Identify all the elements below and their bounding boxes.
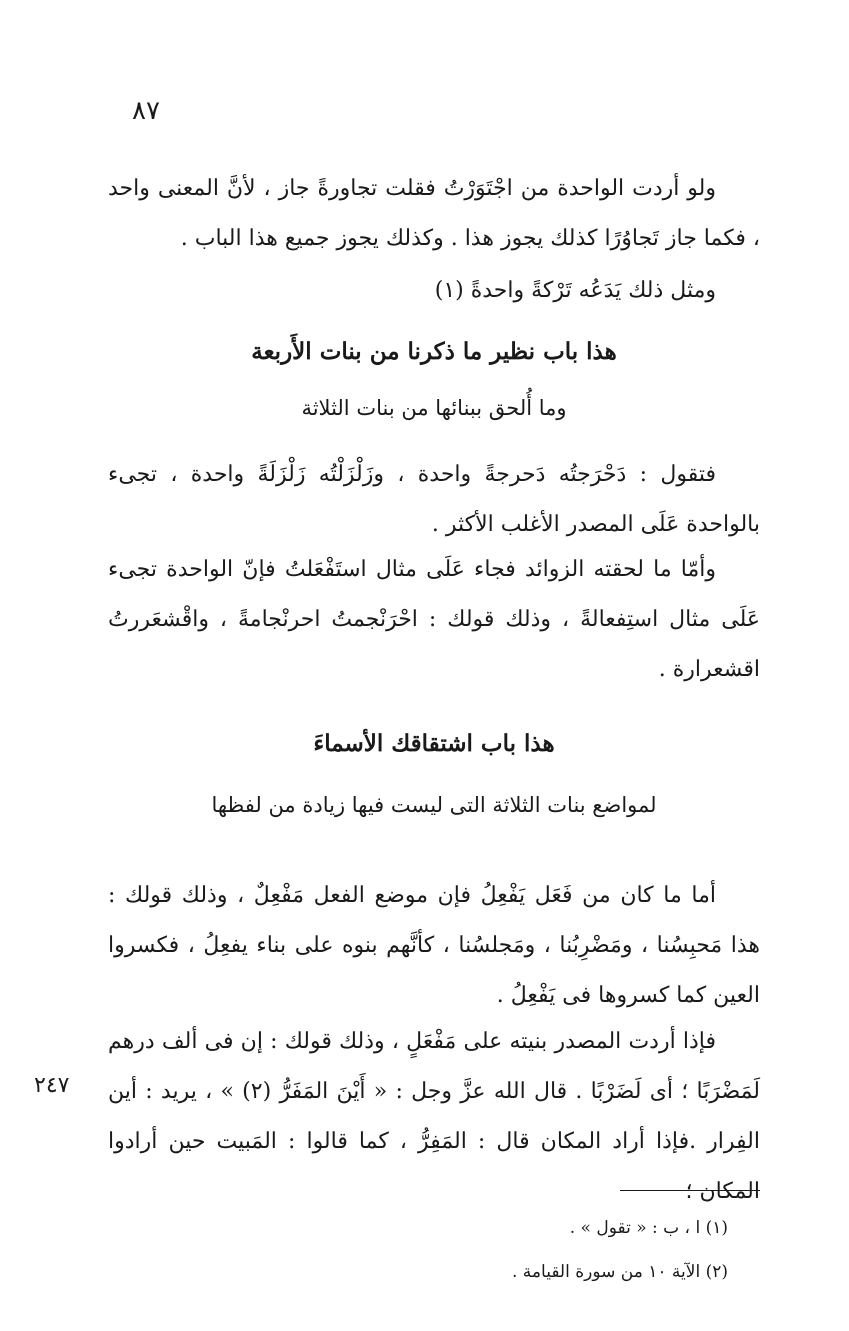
paragraph-6: فإذا أردت المصدر بنيته على مَفْعَلٍ ، وذلك قولك : إن فى ألف درهم لَمَضْرَبًا ؛ أى لَضَرْبًا . قال الله عزَّ وجل : « أَيْنَ المَفَرُّ (٢) » ، يريد : أين الفِرار .فإذا أراد المكان قال : المَفِرُّ ، كما قالوا : المَبيت حين أرادوا المكان ؛	[108, 1029, 761, 1204]
footnote-2: (٢) الآية ١٠ من سورة القيامة .	[511, 1262, 728, 1282]
chapter-heading-2: هذا باب اشتقاقك الأسماءَ	[313, 730, 555, 757]
chapter-subheading-1: وما أُلحق ببنائها من بنات الثلاثة	[301, 396, 567, 420]
chapter-heading-1: هذا باب نظير ما ذكرنا من بنات الأَربعة	[251, 338, 617, 365]
margin-page-number: ٢٤٧	[34, 1073, 70, 1098]
footnote-1: (١) ا ، ب : « تقول » .	[569, 1218, 728, 1238]
chapter-subheading-2: لمواضع بنات الثلاثة التى ليست فيها زيادة من لفظها	[211, 793, 657, 817]
paragraph-3: فتقول : دَحْرَجتُه دَحرجةً واحدة ، وزَلْزَلْتُه زَلْزَلَةً واحدة ، تجىء بالواحدة عَلَى المصدر الأغلب الأكثر .	[108, 462, 760, 537]
paragraph-2: ومثل ذلك يَدَعُه تَرْكةً واحدةً (١)	[434, 278, 716, 303]
paragraph-4: وأمّا ما لحقته الزوائد فجاء عَلَى مثال استَفْعَلتُ فإنّ الواحدة تجىء عَلَى مثال استِفعالةً ، وذلك قولك : احْرَنْجمتُ احرنْجامةً ، واقْشعَررتُ اقشعرارة .	[108, 557, 760, 682]
page-number: ٨٧	[132, 96, 160, 126]
paragraph-1: ولو أردت الواحدة من اجْتَوَرْتُ فقلت تجاورةً جاز ، لأنَّ المعنى واحد ، فكما جاز تَجاوُرًا كذلك يجوز هذا . وكذلك يجوز جميع هذا الباب .	[108, 176, 760, 251]
footnote-divider	[620, 1190, 760, 1191]
paragraph-5: أما ما كان من فَعَل يَفْعِلُ فإن موضع الفعل مَفْعِلٌ ، وذلك قولك : هذا مَحبِسُنا ، ومَضْرِبُنا ، ومَجلسُنا ، كأنَّهم بنوه على بناء يفعِلُ ، فكسروا العين كما كسروها فى يَفْعِلُ .	[108, 883, 760, 1008]
